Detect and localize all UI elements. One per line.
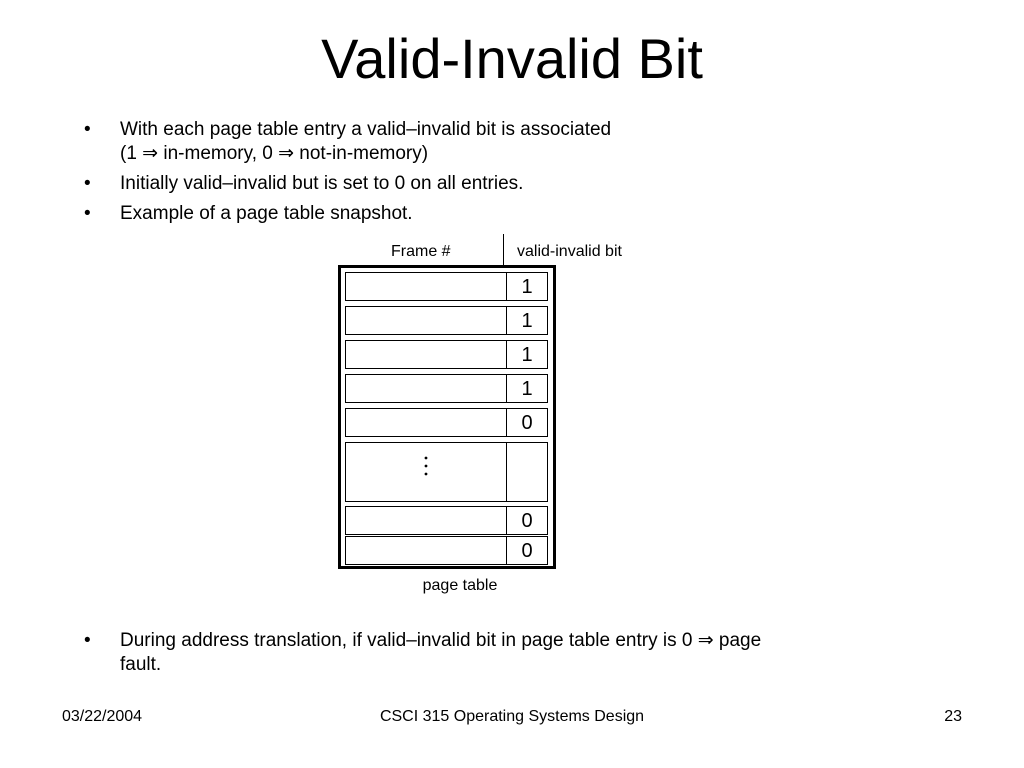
bullet-item — [84, 172, 964, 196]
bullet-text: Example of a page table snapshot. — [120, 203, 413, 224]
frame-cell — [346, 341, 507, 368]
valid-bit-cell: 1 — [521, 378, 533, 400]
frame-cell — [346, 443, 507, 501]
table-row — [345, 506, 548, 535]
frame-cell — [346, 507, 507, 534]
bullet-marker: • — [84, 119, 91, 140]
footer-course: CSCI 315 Operating Systems Design — [379, 708, 645, 725]
ellipsis-dots — [423, 455, 429, 477]
valid-bit-cell: 0 — [521, 510, 533, 532]
valid-bit-cell: 0 — [521, 540, 533, 562]
bullet-subtext: (1 ⇒ in-memory, 0 ⇒ not-in-memory) — [120, 143, 429, 164]
valid-bit-cell: 1 — [521, 276, 533, 298]
bullet-text: With each page table entry a valid–invalid bit is associated — [120, 119, 612, 140]
bullet-item — [84, 202, 964, 226]
bullet-marker: • — [84, 203, 91, 224]
frame-cell — [346, 307, 507, 334]
bullet-text: During address translation, if valid–invalid bit in page table entry is 0 ⇒ page — [120, 630, 762, 651]
bullet-item — [84, 118, 964, 166]
bullet-marker: • — [84, 173, 91, 194]
header-divider — [503, 234, 504, 266]
valid-bit-cell: 0 — [521, 412, 533, 434]
bit-column-header: valid-invalid bit — [517, 243, 622, 260]
table-row — [345, 408, 548, 437]
bullet-marker: • — [84, 630, 91, 651]
bullet-list-bottom — [84, 629, 964, 677]
table-row-ellipsis — [345, 442, 548, 502]
table-row — [345, 306, 548, 335]
table-row — [345, 272, 548, 301]
frame-cell — [346, 375, 507, 402]
valid-bit-cell: 1 — [521, 344, 533, 366]
table-row — [345, 536, 548, 565]
frame-cell — [346, 409, 507, 436]
slide-title: Valid-Invalid Bit — [321, 27, 703, 90]
frame-cell — [346, 537, 507, 564]
frame-cell — [346, 273, 507, 300]
footer-page-number: 23 — [944, 708, 962, 725]
valid-bit-cell: 1 — [521, 310, 533, 332]
page-table — [338, 265, 556, 569]
bullet-text-continued: fault. — [120, 654, 162, 675]
bullet-text: Initially valid–invalid but is set to 0 on all entries. — [120, 173, 524, 194]
footer-date: 03/22/2004 — [62, 708, 143, 725]
frame-column-header: Frame # — [391, 243, 451, 260]
bullet-list — [84, 118, 964, 232]
bullet-item — [84, 629, 964, 677]
table-row — [345, 340, 548, 369]
vertical-ellipsis-icon — [416, 455, 436, 477]
table-row — [345, 374, 548, 403]
table-caption: page table — [422, 577, 498, 594]
